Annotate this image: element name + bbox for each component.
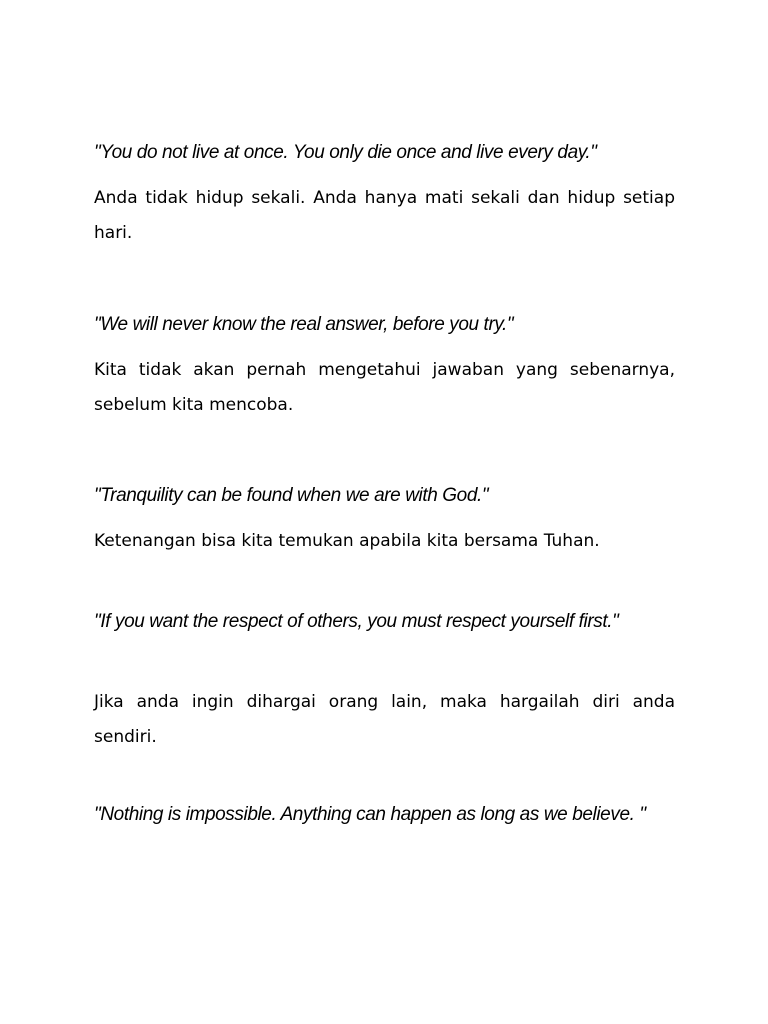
quote-translation-1: Anda tidak hidup sekali. Anda hanya mati sekali dan hidup setiap hari.	[94, 188, 675, 243]
quote-english-4: "If you want the respect of others, you must respect yourself first."	[94, 611, 619, 632]
quote-translation-4: Jika anda ingin dihargai orang lain, maka hargailah diri anda sendiri.	[94, 692, 675, 747]
quote-english-3: "Tranquility can be found when we are with God."	[94, 485, 489, 506]
quote-translation-3: Ketenangan bisa kita temukan apabila kita bersama Tuhan.	[94, 531, 600, 551]
quote-english-1: "You do not live at once. You only die once and live every day."	[94, 142, 597, 163]
quote-english-2: "We will never know the real answer, before you try."	[94, 314, 514, 335]
quote-translation-2: Kita tidak akan pernah mengetahui jawaban yang sebenarnya, sebelum kita mencoba.	[94, 360, 675, 415]
quote-english-5: "Nothing is impossible. Anything can happen as long as we believe. "	[94, 804, 646, 825]
